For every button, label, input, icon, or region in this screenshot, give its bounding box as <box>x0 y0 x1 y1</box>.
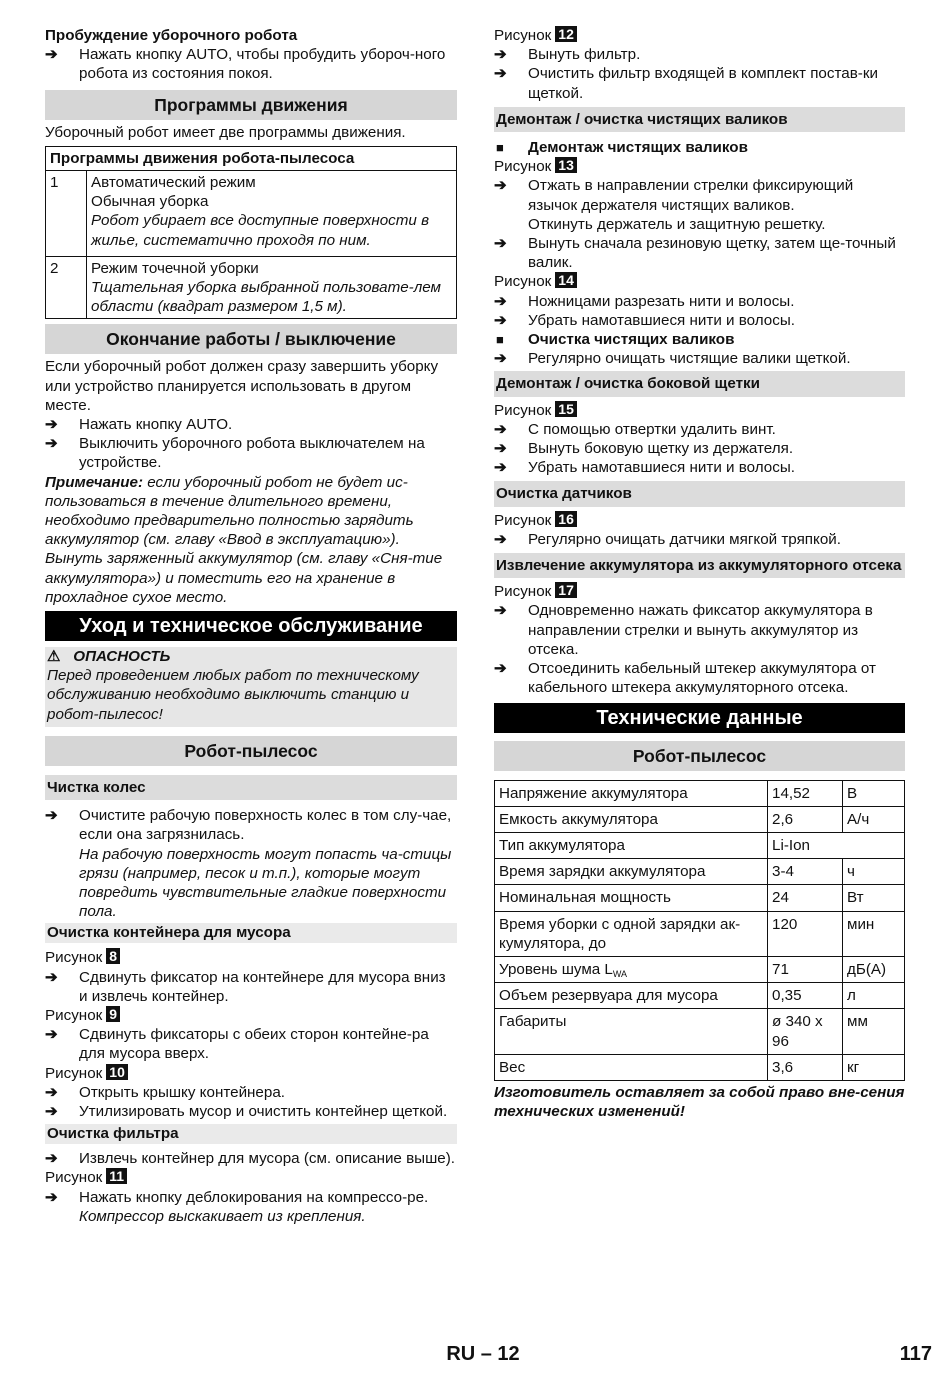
arrow-icon: ➔ <box>494 292 507 310</box>
step-text: Одновременно нажать фиксатор аккумулятора в направлении стрелки и вынуть аккумулятор из отсека. <box>528 602 873 658</box>
step-text: Очистить фильтр входящей в комплект постав-ки щеткой. <box>528 65 878 102</box>
spec-unit: мин <box>843 911 905 956</box>
figure-ref <box>45 1006 457 1025</box>
figure-ref <box>45 1168 457 1187</box>
list-item <box>494 176 905 234</box>
table-row <box>495 885 905 911</box>
mode-description: Робот убирает все доступные поверхности в жилье, систематично проходя по ним. <box>91 212 430 249</box>
spec-unit: кг <box>843 1054 905 1080</box>
robot-heading: Робот-пылесос <box>45 736 457 766</box>
step-text: Утилизировать мусор и очистить контейнер щеткой. <box>79 1102 448 1120</box>
figure-ref <box>494 26 905 45</box>
arrow-icon: ➔ <box>494 459 507 477</box>
step-text: Выключить уборочного робота выключателем на устройстве. <box>79 435 425 472</box>
table-row <box>495 780 905 806</box>
row-number: 1 <box>46 171 87 257</box>
mode-name: Автоматический режим <box>91 174 256 192</box>
table-row <box>495 1054 905 1080</box>
subheading-text: Демонтаж чистящих валиков <box>528 139 748 157</box>
spec-label: Время уборки с одной зарядки ак-кумулятора, до <box>495 911 768 956</box>
figure-number: 14 <box>555 272 577 288</box>
arrow-icon: ➔ <box>494 350 507 368</box>
shutdown-intro: Если уборочный робот должен сразу завершить уборку или устройство планируется использовать в другом месте. <box>45 358 439 414</box>
spec-label: Тип аккумулятора <box>495 832 768 858</box>
table-row <box>46 256 457 319</box>
spec-value: 14,52 <box>768 780 843 806</box>
row-content <box>87 171 457 257</box>
figure-label: Рисунок <box>45 1169 103 1187</box>
spec-value: 3,6 <box>768 1054 843 1080</box>
spec-value: 2,6 <box>768 806 843 832</box>
arrow-icon: ➔ <box>45 46 58 64</box>
arrow-icon: ➔ <box>494 46 507 64</box>
step-text: Вынуть сначала резиновую щетку, затем ще-точный валик. <box>528 235 896 272</box>
arrow-icon: ➔ <box>45 435 58 453</box>
list-item <box>45 1149 457 1168</box>
step-text: Убрать намотавшиеся нити и волосы. <box>528 311 795 329</box>
figure-number: 16 <box>555 511 577 527</box>
spec-unit: Вт <box>843 885 905 911</box>
table-row <box>495 859 905 885</box>
figure-label: Рисунок <box>494 511 552 529</box>
spec-value: Li-Ion <box>768 832 905 858</box>
step-text: Регулярно очищать датчики мягкой тряпкой. <box>528 530 841 548</box>
square-bullet-icon: ■ <box>496 332 504 348</box>
spec-label: Емкость аккумулятора <box>495 806 768 832</box>
arrow-icon: ➔ <box>494 660 507 678</box>
filter-note: Компрессор выскакивает из крепления. <box>79 1207 366 1225</box>
list-item <box>45 1188 457 1226</box>
figure-ref <box>494 401 905 420</box>
arrow-icon: ➔ <box>45 1188 58 1206</box>
arrow-icon: ➔ <box>45 416 58 434</box>
subheading-text: Очистка чистящих валиков <box>528 331 735 349</box>
list-item <box>45 415 457 434</box>
list-item <box>45 806 457 921</box>
warning-icon: ⚠ <box>47 648 61 666</box>
step-text: Сдвинуть фиксаторы с обеих сторон контейне-ра для мусора вверх. <box>79 1026 429 1063</box>
arrow-icon: ➔ <box>45 1083 58 1101</box>
shutdown-heading: Окончание работы / выключение <box>45 324 457 354</box>
table-row <box>495 911 905 956</box>
container-heading: Очистка контейнера для мусора <box>45 923 457 943</box>
spec-value: 3-4 <box>768 859 843 885</box>
subheading <box>494 138 905 157</box>
step-text: Отжать в направлении стрелки фиксирующий язычок держателя чистящих валиков. <box>528 177 854 214</box>
figure-label: Рисунок <box>494 158 552 176</box>
spec-unit: ч <box>843 859 905 885</box>
step-text: Убрать намотавшиеся нити и волосы. <box>528 459 795 477</box>
programs-intro: Уборочный робот имеет две программы движения. <box>45 123 406 141</box>
list-item <box>494 601 905 659</box>
arrow-icon: ➔ <box>45 968 58 986</box>
figure-number: 13 <box>555 157 577 173</box>
mode-name: Режим точечной уборки <box>91 259 259 277</box>
list-item <box>45 1025 457 1063</box>
spec-label: Объем резервуара для мусора <box>495 983 768 1009</box>
list-item <box>45 434 457 472</box>
list-item <box>45 1083 457 1102</box>
danger-box <box>45 647 457 727</box>
list-item <box>494 292 905 311</box>
step-text: Регулярно очищать чистящие валики щеткой. <box>528 350 851 368</box>
step-text: Открыть крышку контейнера. <box>79 1083 285 1101</box>
figure-number: 17 <box>555 582 577 598</box>
spec-label <box>495 956 768 982</box>
spec-value: 71 <box>768 956 843 982</box>
table-header-row <box>46 146 457 170</box>
list-item <box>494 420 905 439</box>
figure-label: Рисунок <box>45 1064 103 1082</box>
arrow-icon: ➔ <box>494 420 507 438</box>
arrow-icon: ➔ <box>494 530 507 548</box>
wakeup-heading: Пробуждение уборочного робота <box>45 27 298 44</box>
spec-unit: А/ч <box>843 806 905 832</box>
footer-page-number: 117 <box>899 1343 932 1365</box>
arrow-icon: ➔ <box>494 65 507 83</box>
spec-label: Номинальная мощность <box>495 885 768 911</box>
sidebrush-heading: Демонтаж / очистка боковой щетки <box>494 371 905 396</box>
spec-unit: л <box>843 983 905 1009</box>
figure-label: Рисунок <box>494 273 552 291</box>
table-row <box>495 1009 905 1054</box>
arrow-icon: ➔ <box>494 235 507 253</box>
mode-description: Тщательная уборка выбранной пользовате-лем области (квадрат размером 1,5 м). <box>91 279 441 316</box>
step-text: Нажать кнопку деблокирования на компрессо-ре. <box>79 1188 429 1206</box>
step-text: Извлечь контейнер для мусора (см. описание выше). <box>79 1150 455 1168</box>
step-text: Нажать кнопку AUTO. <box>79 416 233 434</box>
table-row <box>46 171 457 257</box>
table-row <box>495 956 905 982</box>
spec-unit: дБ(А) <box>843 956 905 982</box>
spec-label: Вес <box>495 1054 768 1080</box>
spec-label: Время зарядки аккумулятора <box>495 859 768 885</box>
figure-label: Рисунок <box>45 949 103 967</box>
list-item <box>494 659 905 697</box>
sensors-heading: Очистка датчиков <box>494 481 905 506</box>
figure-ref <box>494 511 905 530</box>
subheading <box>494 330 905 349</box>
spec-label: Напряжение аккумулятора <box>495 780 768 806</box>
row-number: 2 <box>46 256 87 319</box>
list-item <box>494 234 905 272</box>
step-text: Отсоединить кабельный штекер аккумулятора от кабельного штекера аккумуляторного отсека. <box>528 660 876 697</box>
figure-number: 8 <box>106 948 120 964</box>
list-item <box>494 349 905 368</box>
spec-value: 0,35 <box>768 983 843 1009</box>
care-heading: Уход и техническое обслуживание <box>45 611 457 641</box>
list-item <box>494 311 905 330</box>
list-item <box>494 458 905 477</box>
list-item <box>45 968 457 1006</box>
list-item <box>494 439 905 458</box>
table-row <box>495 983 905 1009</box>
rollers-heading: Демонтаж / очистка чистящих валиков <box>494 107 905 132</box>
footer-section-page: RU – 12 <box>446 1343 520 1365</box>
figure-number: 12 <box>555 26 577 42</box>
programs-table <box>45 146 457 320</box>
figure-number: 9 <box>106 1006 120 1022</box>
spec-value: 120 <box>768 911 843 956</box>
tech-heading: Технические данные <box>494 703 905 733</box>
figure-label: Рисунок <box>494 583 552 601</box>
figure-ref <box>494 272 905 291</box>
step-text: Вынуть фильтр. <box>528 46 641 64</box>
step-text: Вынуть боковую щетку из держателя. <box>528 440 794 458</box>
noise-label: Уровень шума L <box>499 960 613 978</box>
figure-ref <box>45 1064 457 1083</box>
step-text: Нажать кнопку AUTO, чтобы пробудить убороч-ного робота из состояния покоя. <box>79 46 446 83</box>
figure-label: Рисунок <box>494 27 552 44</box>
figure-ref <box>494 157 905 176</box>
table-title: Программы движения робота-пылесоса <box>46 146 457 170</box>
spec-value: 24 <box>768 885 843 911</box>
battery-heading: Извлечение аккумулятора из аккумуляторного отсека <box>494 553 905 578</box>
arrow-icon: ➔ <box>45 807 58 825</box>
figure-ref <box>494 582 905 601</box>
wheels-note: На рабочую поверхность могут попасть ча-стицы грязи (например, песок и т.п.), которые могут повредить чувствительные гладкие поверхности пола. <box>79 845 452 921</box>
tech-table <box>494 780 905 1081</box>
mode-subtitle: Обычная уборка <box>91 193 209 211</box>
disclaimer: Изготовитель оставляет за собой право вне-сения технических изменений! <box>494 1083 905 1121</box>
spec-value: ø 340 x 96 <box>768 1009 843 1054</box>
danger-text: Перед проведением любых работ по техническому обслуживанию необходимо выключить станцию и робот-пылесос! <box>47 667 419 723</box>
danger-label: ОПАСНОСТЬ <box>73 648 171 666</box>
table-row <box>495 832 905 858</box>
programs-heading: Программы движения <box>45 90 457 120</box>
list-item <box>45 1102 457 1121</box>
list-item <box>494 64 905 102</box>
list-item <box>45 45 457 83</box>
step-text: Очистите рабочую поверхность колес в том слу-чае, если она загрязнилась. <box>79 807 452 844</box>
square-bullet-icon: ■ <box>496 140 504 156</box>
right-column <box>494 26 905 1121</box>
spec-unit: В <box>843 780 905 806</box>
arrow-icon: ➔ <box>45 1150 58 1168</box>
step-text: С помощью отвертки удалить винт. <box>528 420 776 438</box>
spec-unit: мм <box>843 1009 905 1054</box>
note-label: Примечание: <box>45 473 144 491</box>
wheels-heading: Чистка колес <box>45 775 457 800</box>
figure-label: Рисунок <box>494 401 552 419</box>
list-item <box>494 45 905 64</box>
noise-subscript: WA <box>612 968 628 979</box>
figure-label: Рисунок <box>45 1006 103 1024</box>
arrow-icon: ➔ <box>494 311 507 329</box>
shutdown-note <box>45 473 457 607</box>
figure-number: 11 <box>106 1168 127 1184</box>
spec-label: Габариты <box>495 1009 768 1054</box>
row-content <box>87 256 457 319</box>
figure-number: 10 <box>106 1064 128 1080</box>
arrow-icon: ➔ <box>494 602 507 620</box>
arrow-icon: ➔ <box>494 177 507 195</box>
left-column <box>45 26 457 1226</box>
danger-title <box>47 647 455 666</box>
tech-subheading: Робот-пылесос <box>494 741 905 771</box>
step-text: Ножницами разрезать нити и волосы. <box>528 292 795 310</box>
step-continuation: Откинуть держатель и защитную решетку. <box>528 215 826 233</box>
note-text: если уборочный робот не будет ис-пользоваться в течение длительного времени, необходимо предварительно полностью зарядить аккумулятор (см. главу «Ввод в эксплуатацию»). Вынуть заряженный аккумулятор (см. главу «Сня-тие аккумулятора») и поместить его на хранение в прохладное сухое место. <box>45 473 443 606</box>
figure-number: 15 <box>555 401 577 417</box>
arrow-icon: ➔ <box>45 1026 58 1044</box>
arrow-icon: ➔ <box>45 1102 58 1120</box>
figure-ref <box>45 948 457 967</box>
step-text: Сдвинуть фиксатор на контейнере для мусора вниз и извлечь контейнер. <box>79 968 446 1005</box>
filter-heading: Очистка фильтра <box>45 1124 457 1144</box>
list-item <box>494 530 905 549</box>
arrow-icon: ➔ <box>494 440 507 458</box>
table-row <box>495 806 905 832</box>
